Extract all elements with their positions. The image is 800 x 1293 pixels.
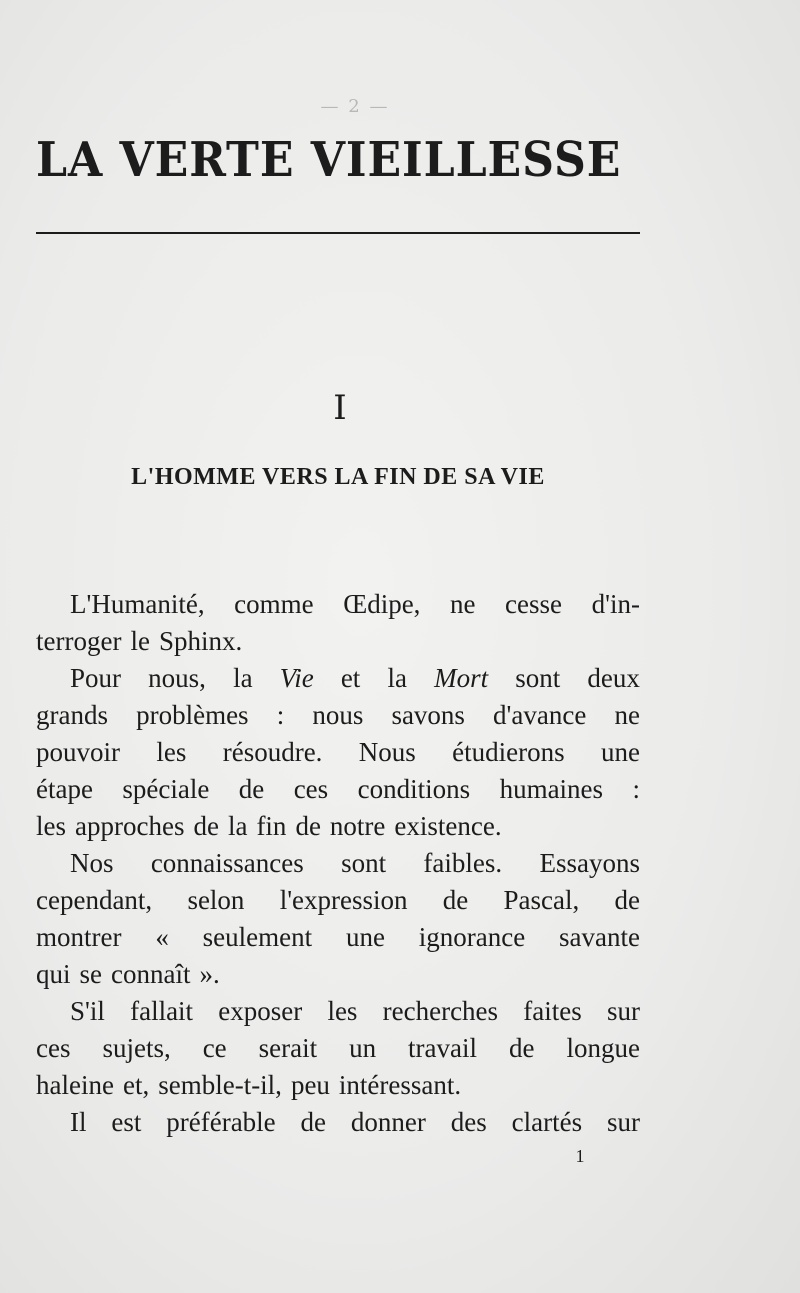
word: sur bbox=[606, 996, 640, 1026]
word: Mort bbox=[434, 663, 489, 693]
text-line bbox=[36, 845, 640, 882]
word: les bbox=[156, 737, 187, 767]
word: qui bbox=[36, 959, 71, 989]
word: Il bbox=[70, 1107, 87, 1137]
word: ce bbox=[202, 1033, 227, 1063]
word: humaines bbox=[499, 774, 604, 804]
word: Vie bbox=[279, 663, 314, 693]
text-line bbox=[36, 882, 640, 919]
word: Nos bbox=[70, 848, 114, 878]
word: S'il bbox=[70, 996, 105, 1026]
word: donner bbox=[350, 1107, 426, 1137]
word: : bbox=[632, 774, 640, 804]
word: Essayons bbox=[539, 848, 640, 878]
word: semble-t-il, bbox=[158, 1070, 282, 1100]
text-line bbox=[36, 734, 640, 771]
word: étape bbox=[36, 774, 93, 804]
word: ignorance bbox=[418, 922, 526, 952]
word: Nous bbox=[358, 737, 416, 767]
text-line bbox=[36, 697, 640, 734]
word: terroger bbox=[36, 626, 122, 656]
word: comme bbox=[234, 589, 314, 619]
word: ces bbox=[293, 774, 329, 804]
word: de bbox=[442, 885, 469, 915]
word: se bbox=[79, 959, 103, 989]
word: les bbox=[327, 996, 358, 1026]
word: Pascal, bbox=[503, 885, 580, 915]
text-line bbox=[36, 660, 640, 697]
word: recherches bbox=[382, 996, 499, 1026]
word: de bbox=[193, 811, 219, 841]
word: faites bbox=[523, 996, 582, 1026]
word: sont bbox=[515, 663, 561, 693]
word: d'avance bbox=[493, 700, 587, 730]
word: de bbox=[238, 774, 265, 804]
word: la bbox=[227, 811, 248, 841]
word: préférable bbox=[166, 1107, 276, 1137]
word: ces bbox=[36, 1033, 71, 1063]
word: des bbox=[450, 1107, 487, 1137]
word: est bbox=[111, 1107, 142, 1137]
word: et bbox=[340, 663, 361, 693]
word: de bbox=[300, 1107, 327, 1137]
word: Œdipe, bbox=[343, 589, 421, 619]
word: nous bbox=[312, 700, 364, 730]
text-line bbox=[36, 771, 640, 808]
word: problèmes bbox=[136, 700, 249, 730]
word: conditions bbox=[357, 774, 471, 804]
word: exposer bbox=[218, 996, 303, 1026]
word: de bbox=[508, 1033, 535, 1063]
word: notre bbox=[329, 811, 386, 841]
word: de bbox=[614, 885, 640, 915]
word: ne bbox=[450, 589, 476, 619]
chapter-title: L'HOMME VERS LA FIN DE SA VIE bbox=[131, 464, 545, 490]
word: les bbox=[36, 811, 66, 841]
word: montrer bbox=[36, 922, 122, 952]
word: connaît bbox=[111, 959, 191, 989]
word: grands bbox=[36, 700, 108, 730]
word: connaissances bbox=[150, 848, 304, 878]
word: sur bbox=[606, 1107, 640, 1137]
word: Pour bbox=[70, 663, 122, 693]
word: le bbox=[130, 626, 150, 656]
word: approches bbox=[75, 811, 185, 841]
word: fallait bbox=[130, 996, 194, 1026]
word: intéressant. bbox=[338, 1070, 462, 1100]
word: Sphinx. bbox=[158, 626, 243, 656]
word: résoudre. bbox=[222, 737, 323, 767]
word: ». bbox=[199, 959, 220, 989]
text-line bbox=[36, 956, 640, 993]
word: cesse bbox=[505, 589, 563, 619]
chapter-number: I bbox=[333, 388, 347, 428]
word: la bbox=[387, 663, 407, 693]
word: l'expression bbox=[279, 885, 408, 915]
text-line bbox=[36, 1030, 640, 1067]
word: et, bbox=[122, 1070, 150, 1100]
word: cependant, bbox=[36, 885, 153, 915]
word: savante bbox=[559, 922, 640, 952]
text-line bbox=[36, 586, 640, 623]
word: savons bbox=[391, 700, 465, 730]
word: selon bbox=[187, 885, 245, 915]
word: clartés bbox=[511, 1107, 583, 1137]
page-title: LA VERTE VIEILLESSE bbox=[36, 132, 622, 188]
running-folio: — 2 — bbox=[320, 96, 390, 117]
word: travail bbox=[408, 1033, 478, 1063]
text-line bbox=[36, 1104, 640, 1141]
word: spéciale bbox=[122, 774, 210, 804]
word: fin bbox=[256, 811, 287, 841]
word: pouvoir bbox=[36, 737, 120, 767]
word: faibles. bbox=[423, 848, 503, 878]
word: ne bbox=[614, 700, 640, 730]
word: L'Humanité, bbox=[70, 589, 205, 619]
page-number: 1 bbox=[575, 1146, 585, 1166]
word: deux bbox=[587, 663, 640, 693]
text-line bbox=[36, 1067, 640, 1104]
word: seulement bbox=[202, 922, 313, 952]
word: existence. bbox=[394, 811, 502, 841]
word: de bbox=[295, 811, 321, 841]
word: : bbox=[276, 700, 285, 730]
word: sont bbox=[341, 848, 387, 878]
word: étudierons bbox=[452, 737, 565, 767]
word: haleine bbox=[36, 1070, 114, 1100]
word: serait bbox=[258, 1033, 318, 1063]
word: nous, bbox=[148, 663, 206, 693]
body-text bbox=[36, 586, 640, 1141]
word: une bbox=[601, 737, 640, 767]
word: « bbox=[155, 922, 169, 952]
word: peu bbox=[290, 1070, 330, 1100]
text-line bbox=[36, 623, 640, 660]
word: la bbox=[233, 663, 253, 693]
word: un bbox=[349, 1033, 377, 1063]
word: longue bbox=[566, 1033, 640, 1063]
text-line bbox=[36, 993, 640, 1030]
word: une bbox=[345, 922, 385, 952]
title-rule bbox=[36, 232, 640, 234]
text-line bbox=[36, 919, 640, 956]
word: sujets, bbox=[102, 1033, 171, 1063]
text-line bbox=[36, 808, 640, 845]
word: d'in- bbox=[591, 589, 640, 619]
